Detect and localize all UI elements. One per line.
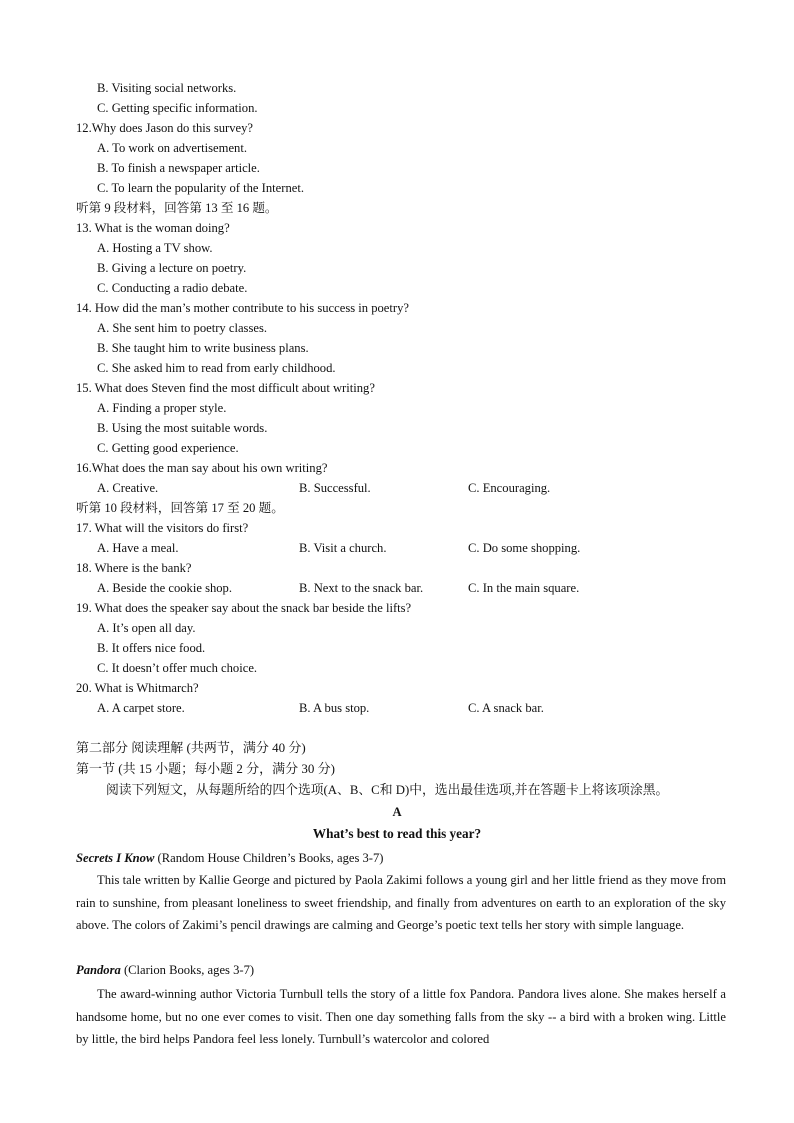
q14-question: 14. How did the man’s mother contribute to his success in poetry? [76, 301, 409, 315]
q20-option-a: A. A carpet store. [97, 701, 185, 715]
q17-option-b: B. Visit a church. [299, 541, 387, 555]
passage-title: What’s best to read this year? [312, 826, 482, 841]
passage-letter: A [392, 805, 402, 819]
book1-info: (Random House Children’s Books, ages 3-7) [154, 851, 384, 865]
q15-option-a: A. Finding a proper style. [97, 401, 227, 415]
q13-option-a: A. Hosting a TV show. [97, 241, 213, 255]
q12-option-b: B. To finish a newspaper article. [97, 161, 260, 175]
q15-question: 15. What does Steven find the most difficult about writing? [76, 381, 375, 395]
q17-option-c: C. Do some shopping. [468, 541, 581, 555]
q13-option-c: C. Conducting a radio debate. [97, 281, 248, 295]
part-two-heading: 第二部分 阅读理解 (共两节，满分 40 分) [76, 740, 306, 755]
q13-option-b: B. Giving a lecture on poetry. [97, 261, 247, 275]
q20-option-c: C. A snack bar. [468, 701, 544, 715]
book2-heading [76, 962, 254, 978]
q17-option-a: A. Have a meal. [97, 541, 179, 555]
q18-option-c: C. In the main square. [468, 581, 580, 595]
q19-option-a: A. It’s open all day. [97, 621, 196, 635]
book1-description: This tale written by Kallie George and pictured by Paola Zakimi follows a young girl and her little friend as they move from rain to sunshine, from pleasant loneliness to sweet friendship, and finally from adventures on earth to an exploration of the sky above. The colors of Zakimi’s pencil drawings are calming and George’s poetic text tells her story with simple language. [76, 873, 726, 933]
q16-option-a: A. Creative. [97, 481, 159, 495]
q18-option-b: B. Next to the snack bar. [299, 581, 424, 595]
q11-option-c: C. Getting specific information. [97, 101, 258, 115]
q11-option-b: B. Visiting social networks. [97, 81, 237, 95]
book1-title: Secrets I Know [76, 851, 155, 865]
q12-option-c: C. To learn the popularity of the Internet. [97, 181, 304, 195]
material-9-instruction: 听第 9 段材料，回答第 13 至 16 题。 [76, 201, 278, 215]
reading-instruction: 阅读下列短文，从每题所给的四个选项(A、B、C和 D)中，选出最佳选项,并在答题卡上将该项涂黑。 [106, 783, 669, 797]
book2-title: Pandora [76, 963, 121, 977]
material-10-instruction: 听第 10 段材料，回答第 17 至 20 题。 [76, 501, 284, 515]
q14-option-c: C. She asked him to read from early childhood. [97, 361, 336, 375]
book2-description: The award-winning author Victoria Turnbull tells the story of a little fox Pandora. Pandora lives alone. She makes herself a handsome home, but no one ever comes to visit. Then one day something falls from the sky -- a bird with a broken wing. Little by little, the bird helps Pandora feel less lonely. Turnbull’s watercolor and colored [76, 987, 726, 1047]
q19-question: 19. What does the speaker say about the snack bar beside the lifts? [76, 601, 412, 615]
q15-option-c: C. Getting good experience. [97, 441, 239, 455]
q16-option-c: C. Encouraging. [468, 481, 551, 495]
book2-info: (Clarion Books, ages 3-7) [120, 963, 255, 977]
q15-option-b: B. Using the most suitable words. [97, 421, 268, 435]
q14-option-b: B. She taught him to write business plans. [97, 341, 309, 355]
q13-question: 13. What is the woman doing? [76, 221, 230, 235]
section-one-heading: 第一节 (共 15 小题；每小题 2 分，满分 30 分) [76, 761, 335, 776]
q18-question: 18. Where is the bank? [76, 561, 192, 575]
q19-option-b: B. It offers nice food. [97, 641, 206, 655]
q12-question: 12.Why does Jason do this survey? [76, 121, 253, 135]
q16-option-b: B. Successful. [299, 481, 371, 495]
book1-heading [76, 850, 384, 866]
q12-option-a: A. To work on advertisement. [97, 141, 247, 155]
q20-question: 20. What is Whitmarch? [76, 681, 199, 695]
q18-option-a: A. Beside the cookie shop. [97, 581, 233, 595]
q20-option-b: B. A bus stop. [299, 701, 370, 715]
q14-option-a: A. She sent him to poetry classes. [97, 321, 267, 335]
q17-question: 17. What will the visitors do first? [76, 521, 249, 535]
q19-option-c: C. It doesn’t offer much choice. [97, 661, 258, 675]
q16-question: 16.What does the man say about his own writing? [76, 461, 328, 475]
